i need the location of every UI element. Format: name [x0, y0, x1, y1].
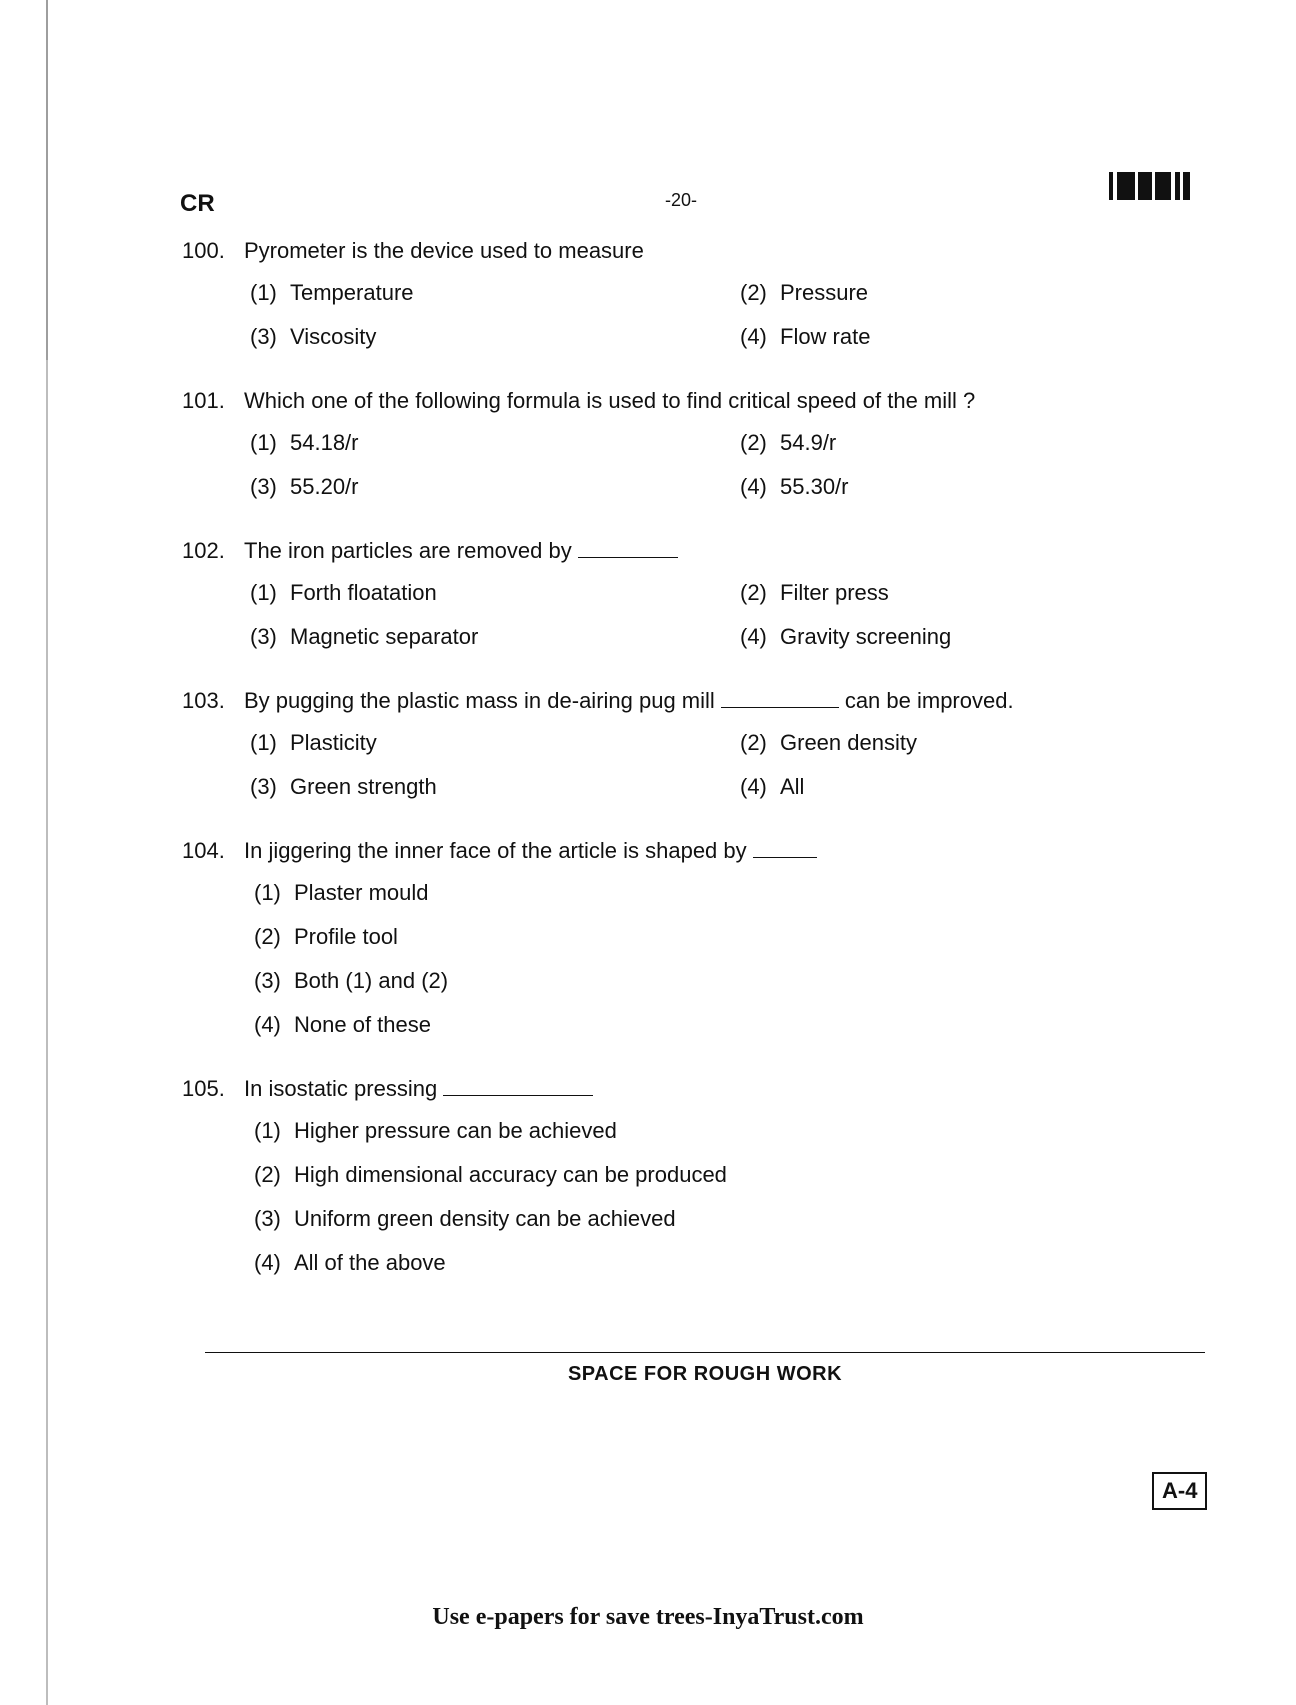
option-number: (4)	[740, 774, 767, 799]
option-4[interactable]	[740, 622, 1140, 652]
option-2[interactable]	[740, 428, 1140, 458]
barcode-mark	[1109, 172, 1190, 200]
question-text-part: The iron particles are removed by	[244, 538, 572, 563]
option-4[interactable]	[740, 322, 1140, 352]
question-100	[182, 236, 1212, 352]
question-text	[244, 536, 684, 566]
option-3[interactable]	[250, 772, 740, 802]
question-stem	[182, 1074, 1212, 1104]
option-text: All of the above	[294, 1250, 446, 1275]
option-1[interactable]	[250, 578, 740, 608]
option-number: (4)	[254, 1250, 281, 1275]
option-number: (1)	[250, 580, 277, 605]
option-number: (1)	[250, 430, 277, 455]
question-number: 102.	[182, 538, 225, 563]
answer-blank	[443, 1077, 593, 1096]
option-text: 55.30/r	[780, 474, 849, 499]
option-2[interactable]	[254, 1160, 1212, 1190]
option-1[interactable]	[254, 878, 1212, 908]
option-number: (3)	[250, 774, 277, 799]
option-text: High dimensional accuracy can be produced	[294, 1162, 727, 1187]
question-text: Pyrometer is the device used to measure	[244, 238, 644, 263]
option-number: (1)	[254, 1118, 281, 1143]
option-number: (2)	[254, 1162, 281, 1187]
paper-code: CR	[180, 190, 215, 217]
option-text: Gravity screening	[780, 624, 952, 649]
option-3[interactable]	[254, 1204, 1212, 1234]
option-2[interactable]	[740, 728, 1140, 758]
option-text: Green strength	[290, 774, 437, 799]
option-3[interactable]	[250, 622, 740, 652]
option-number: (3)	[250, 624, 277, 649]
option-number: (2)	[740, 730, 767, 755]
question-text-end: can be improved.	[844, 688, 1014, 713]
question-stem	[182, 536, 1212, 566]
option-2[interactable]	[740, 578, 1140, 608]
option-text: Temperature	[290, 280, 414, 305]
rough-work-section	[205, 1352, 1205, 1386]
question-102	[182, 536, 1212, 652]
option-2[interactable]	[740, 278, 1140, 308]
option-3[interactable]	[254, 966, 1212, 996]
option-text: 54.9/r	[780, 430, 837, 455]
option-4[interactable]	[740, 772, 1140, 802]
set-code-box: A-4	[1152, 1472, 1207, 1510]
question-number: 101.	[182, 388, 225, 413]
question-text	[244, 686, 1014, 716]
options	[250, 728, 1212, 802]
option-3[interactable]	[250, 472, 740, 502]
option-number: (1)	[250, 730, 277, 755]
answer-blank	[753, 839, 817, 858]
question-103	[182, 686, 1212, 802]
option-text: None of these	[294, 1012, 431, 1037]
rough-work-divider	[205, 1352, 1205, 1353]
option-number: (4)	[740, 624, 767, 649]
option-number: (3)	[250, 324, 277, 349]
option-text: Viscosity	[290, 324, 377, 349]
option-number: (3)	[250, 474, 277, 499]
option-number: (2)	[254, 924, 281, 949]
option-4[interactable]	[740, 472, 1140, 502]
option-text: Forth floatation	[290, 580, 437, 605]
option-number: (4)	[254, 1012, 281, 1037]
option-text: 55.20/r	[290, 474, 359, 499]
option-1[interactable]	[250, 728, 740, 758]
question-stem	[182, 386, 1212, 416]
question-number: 103.	[182, 688, 225, 713]
option-3[interactable]	[250, 322, 740, 352]
option-number: (2)	[740, 580, 767, 605]
question-stem	[182, 836, 1212, 866]
answer-blank	[721, 689, 839, 708]
question-104	[182, 836, 1212, 1040]
option-number: (3)	[254, 968, 281, 993]
option-4[interactable]	[254, 1010, 1212, 1040]
option-1[interactable]	[254, 1116, 1212, 1146]
question-number: 100.	[182, 238, 225, 263]
option-number: (2)	[740, 280, 767, 305]
footer-text: Use e-papers for save trees-InyaTrust.com	[432, 1604, 864, 1630]
options	[250, 428, 1212, 502]
option-number: (4)	[740, 474, 767, 499]
question-text-part: By pugging the plastic mass in de-airing pug mill	[244, 688, 715, 713]
option-text: Filter press	[780, 580, 889, 605]
question-list	[182, 236, 1212, 1312]
question-stem	[182, 686, 1212, 716]
option-text: Plaster mould	[294, 880, 429, 905]
question-text	[244, 836, 823, 866]
option-number: (1)	[250, 280, 277, 305]
option-1[interactable]	[250, 278, 740, 308]
page-header	[180, 188, 1186, 224]
page-margin-line-dark	[46, 0, 48, 360]
option-text: Both (1) and (2)	[294, 968, 449, 993]
option-number: (4)	[740, 324, 767, 349]
option-number: (2)	[740, 430, 767, 455]
options	[254, 878, 1212, 1040]
option-text: Uniform green density can be achieved	[294, 1206, 676, 1231]
option-text: Magnetic separator	[290, 624, 479, 649]
question-text-part: In isostatic pressing	[244, 1076, 438, 1101]
option-1[interactable]	[250, 428, 740, 458]
option-2[interactable]	[254, 922, 1212, 952]
question-number: 104.	[182, 838, 225, 863]
option-number: (3)	[254, 1206, 281, 1231]
question-stem	[182, 236, 1212, 266]
option-text: Profile tool	[294, 924, 398, 949]
page-number: -20-	[665, 190, 698, 210]
answer-blank	[578, 539, 678, 558]
question-text-part: In jiggering the inner face of the article is shaped by	[244, 838, 747, 863]
option-text: Plasticity	[290, 730, 377, 755]
question-101	[182, 386, 1212, 502]
option-text: 54.18/r	[290, 430, 359, 455]
question-number: 105.	[182, 1076, 225, 1101]
rough-work-label: SPACE FOR ROUGH WORK	[567, 1363, 843, 1385]
option-text: Green density	[780, 730, 917, 755]
question-105	[182, 1074, 1212, 1278]
question-text: Which one of the following formula is used to find critical speed of the mill ?	[244, 388, 976, 413]
option-4[interactable]	[254, 1248, 1212, 1278]
option-text: All	[780, 774, 805, 799]
options	[254, 1116, 1212, 1278]
option-number: (1)	[254, 880, 281, 905]
question-text	[244, 1074, 599, 1104]
option-text: Flow rate	[780, 324, 871, 349]
option-text: Pressure	[780, 280, 869, 305]
options	[250, 278, 1212, 352]
option-text: Higher pressure can be achieved	[294, 1118, 617, 1143]
options	[250, 578, 1212, 652]
